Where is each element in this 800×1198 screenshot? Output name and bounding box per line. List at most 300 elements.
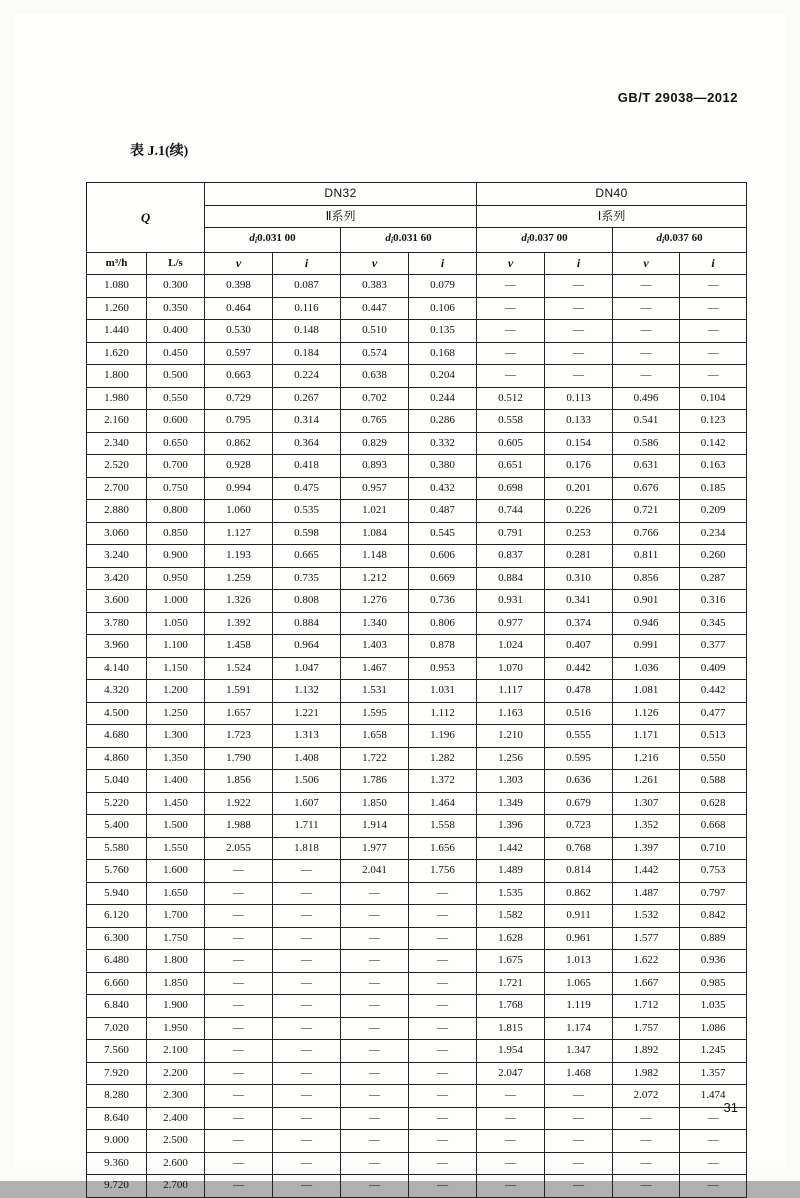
table-row: [87, 680, 747, 703]
table-cell: 1.326: [205, 590, 273, 613]
table-cell: —: [341, 995, 409, 1018]
table-cell: 0.477: [680, 702, 747, 725]
table-cell: 0.516: [545, 702, 613, 725]
table-cell: —: [680, 320, 747, 343]
table-cell: 1.628: [477, 927, 545, 950]
table-cell: 1.667: [613, 972, 680, 995]
table-row: [87, 950, 747, 973]
table-cell: —: [409, 1040, 477, 1063]
table-row: [87, 1107, 747, 1130]
table-cell: 0.341: [545, 590, 613, 613]
table-cell: 0.698: [477, 477, 545, 500]
table-cell: 1.000: [147, 590, 205, 613]
table-cell: —: [273, 1152, 341, 1175]
table-cell: 1.489: [477, 860, 545, 883]
table-cell: 1.035: [680, 995, 747, 1018]
value-header-v-4: v: [613, 252, 680, 275]
table-row: [87, 747, 747, 770]
table-cell: —: [205, 1175, 273, 1198]
table-cell: —: [341, 972, 409, 995]
table-cell: 0.530: [205, 320, 273, 343]
table-cell: 0.931: [477, 590, 545, 613]
table-cell: 0.766: [613, 522, 680, 545]
table-cell: —: [205, 950, 273, 973]
table-cell: —: [273, 995, 341, 1018]
table-cell: 9.360: [87, 1152, 147, 1175]
value-header-i-4: i: [680, 252, 747, 275]
table-row: [87, 905, 747, 928]
table-cell: —: [205, 905, 273, 928]
table-cell: —: [205, 1062, 273, 1085]
table-cell: —: [273, 950, 341, 973]
table-row: [87, 995, 747, 1018]
table-cell: 1.031: [409, 680, 477, 703]
table-cell: —: [477, 1085, 545, 1108]
header-row-units: [87, 252, 747, 275]
table-cell: 1.756: [409, 860, 477, 883]
table-cell: 1.127: [205, 522, 273, 545]
table-cell: 0.314: [273, 410, 341, 433]
table-cell: 0.487: [409, 500, 477, 523]
table-cell: —: [409, 1130, 477, 1153]
table-cell: —: [273, 1017, 341, 1040]
table-cell: 1.450: [147, 792, 205, 815]
table-cell: 0.447: [341, 297, 409, 320]
table-cell: 1.112: [409, 702, 477, 725]
table-cell: 9.000: [87, 1130, 147, 1153]
table-cell: —: [545, 1130, 613, 1153]
table-cell: —: [613, 342, 680, 365]
table-cell: 0.744: [477, 500, 545, 523]
table-cell: 1.212: [341, 567, 409, 590]
table-cell: 1.500: [147, 815, 205, 838]
table-container: [86, 182, 746, 1198]
table-cell: 0.106: [409, 297, 477, 320]
table-cell: 5.940: [87, 882, 147, 905]
table-cell: —: [273, 1040, 341, 1063]
page-number: 31: [723, 1100, 738, 1115]
table-cell: 1.440: [87, 320, 147, 343]
table-cell: —: [341, 1130, 409, 1153]
table-cell: 0.550: [680, 747, 747, 770]
table-cell: 1.458: [205, 635, 273, 658]
table-cell: 0.961: [545, 927, 613, 950]
table-cell: 0.806: [409, 612, 477, 635]
table-cell: —: [273, 927, 341, 950]
table-cell: —: [545, 365, 613, 388]
series-header-dn40: Ⅰ系列: [477, 205, 747, 228]
table-cell: 1.900: [147, 995, 205, 1018]
table-cell: 0.950: [147, 567, 205, 590]
table-cell: 3.600: [87, 590, 147, 613]
table-cell: —: [545, 1085, 613, 1108]
table-cell: 0.287: [680, 567, 747, 590]
flow-rate-table: [86, 182, 747, 1198]
table-cell: 1.657: [205, 702, 273, 725]
table-cell: 5.400: [87, 815, 147, 838]
table-cell: 0.702: [341, 387, 409, 410]
table-row: [87, 275, 747, 298]
group-header-dn32: DN32: [205, 183, 477, 206]
table-cell: 2.300: [147, 1085, 205, 1108]
table-cell: 1.024: [477, 635, 545, 658]
table-cell: 1.723: [205, 725, 273, 748]
table-row: [87, 725, 747, 748]
table-cell: —: [477, 1175, 545, 1198]
table-cell: —: [409, 1017, 477, 1040]
table-cell: 0.550: [147, 387, 205, 410]
table-cell: 6.840: [87, 995, 147, 1018]
table-cell: 0.723: [545, 815, 613, 838]
table-cell: 3.420: [87, 567, 147, 590]
table-cell: 0.113: [545, 387, 613, 410]
table-cell: 1.080: [87, 275, 147, 298]
table-cell: 1.722: [341, 747, 409, 770]
table-cell: —: [273, 1130, 341, 1153]
table-cell: 1.148: [341, 545, 409, 568]
table-cell: —: [341, 927, 409, 950]
table-cell: —: [680, 1130, 747, 1153]
table-cell: 3.060: [87, 522, 147, 545]
table-cell: 0.244: [409, 387, 477, 410]
table-cell: 1.174: [545, 1017, 613, 1040]
table-cell: —: [205, 1130, 273, 1153]
table-cell: 0.676: [613, 477, 680, 500]
table-cell: 0.753: [680, 860, 747, 883]
table-cell: —: [273, 1062, 341, 1085]
table-cell: 1.060: [205, 500, 273, 523]
table-cell: —: [341, 1175, 409, 1198]
unit-header-m3h: m³/h: [87, 252, 147, 275]
table-cell: 1.607: [273, 792, 341, 815]
table-cell: 1.757: [613, 1017, 680, 1040]
table-cell: 1.350: [147, 747, 205, 770]
table-cell: 1.119: [545, 995, 613, 1018]
unit-header-ls: L/s: [147, 252, 205, 275]
table-cell: 0.201: [545, 477, 613, 500]
table-cell: 5.040: [87, 770, 147, 793]
table-cell: 0.300: [147, 275, 205, 298]
table-row: [87, 1175, 747, 1198]
table-cell: 0.957: [341, 477, 409, 500]
table-cell: —: [545, 275, 613, 298]
table-cell: 0.977: [477, 612, 545, 635]
table-cell: 0.545: [409, 522, 477, 545]
table-cell: 1.982: [613, 1062, 680, 1085]
table-cell: 0.316: [680, 590, 747, 613]
value-header-i-3: i: [545, 252, 613, 275]
q-header: Q: [87, 183, 205, 253]
table-cell: 0.837: [477, 545, 545, 568]
table-cell: 0.842: [680, 905, 747, 928]
table-cell: —: [545, 1107, 613, 1130]
table-row: [87, 860, 747, 883]
table-cell: 3.960: [87, 635, 147, 658]
table-cell: 1.922: [205, 792, 273, 815]
table-cell: 1.221: [273, 702, 341, 725]
table-cell: 0.400: [147, 320, 205, 343]
table-cell: 0.893: [341, 455, 409, 478]
table-caption: 表 J.1(续): [130, 144, 189, 159]
table-cell: 1.256: [477, 747, 545, 770]
table-cell: 0.985: [680, 972, 747, 995]
table-row: [87, 410, 747, 433]
table-cell: 0.184: [273, 342, 341, 365]
table-cell: 0.936: [680, 950, 747, 973]
table-cell: 0.253: [545, 522, 613, 545]
table-cell: 1.988: [205, 815, 273, 838]
table-cell: —: [477, 320, 545, 343]
table-cell: —: [680, 1152, 747, 1175]
table-cell: 0.736: [409, 590, 477, 613]
standard-code-header: GB/T 29038—2012: [617, 90, 738, 105]
table-cell: —: [409, 995, 477, 1018]
table-cell: —: [409, 1175, 477, 1198]
table-row: [87, 342, 747, 365]
table-cell: 1.070: [477, 657, 545, 680]
table-cell: —: [205, 1107, 273, 1130]
table-cell: 0.765: [341, 410, 409, 433]
table-cell: 1.357: [680, 1062, 747, 1085]
table-cell: 1.193: [205, 545, 273, 568]
table-cell: 1.282: [409, 747, 477, 770]
table-cell: 1.081: [613, 680, 680, 703]
table-cell: —: [409, 905, 477, 928]
table-cell: 0.768: [545, 837, 613, 860]
table-cell: 0.168: [409, 342, 477, 365]
table-cell: 0.555: [545, 725, 613, 748]
table-cell: —: [545, 1175, 613, 1198]
table-cell: 1.786: [341, 770, 409, 793]
table-cell: —: [613, 297, 680, 320]
table-cell: —: [273, 882, 341, 905]
table-cell: 1.084: [341, 522, 409, 545]
table-cell: 1.392: [205, 612, 273, 635]
table-cell: 1.468: [545, 1062, 613, 1085]
table-cell: —: [205, 1152, 273, 1175]
table-cell: 1.117: [477, 680, 545, 703]
table-cell: 2.340: [87, 432, 147, 455]
table-cell: 0.364: [273, 432, 341, 455]
table-row: [87, 972, 747, 995]
page-content-area: [14, 14, 786, 1191]
table-cell: 1.216: [613, 747, 680, 770]
table-cell: 2.160: [87, 410, 147, 433]
table-cell: 1.768: [477, 995, 545, 1018]
table-row: [87, 702, 747, 725]
table-cell: 5.760: [87, 860, 147, 883]
table-cell: 0.884: [273, 612, 341, 635]
table-body: [87, 275, 747, 1198]
table-cell: 0.267: [273, 387, 341, 410]
table-row: [87, 792, 747, 815]
table-row: [87, 455, 747, 478]
table-cell: 2.600: [147, 1152, 205, 1175]
table-row: [87, 365, 747, 388]
table-cell: 1.036: [613, 657, 680, 680]
table-cell: 1.126: [613, 702, 680, 725]
table-row: [87, 320, 747, 343]
table-cell: 0.710: [680, 837, 747, 860]
table-cell: 5.580: [87, 837, 147, 860]
table-cell: —: [273, 1085, 341, 1108]
table-cell: 1.711: [273, 815, 341, 838]
table-cell: 0.409: [680, 657, 747, 680]
table-cell: —: [205, 1017, 273, 1040]
table-cell: 0.209: [680, 500, 747, 523]
table-cell: 1.047: [273, 657, 341, 680]
table-cell: 4.860: [87, 747, 147, 770]
table-cell: 1.313: [273, 725, 341, 748]
table-cell: —: [205, 882, 273, 905]
table-cell: 0.638: [341, 365, 409, 388]
table-row: [87, 837, 747, 860]
table-cell: 1.300: [147, 725, 205, 748]
table-cell: 1.524: [205, 657, 273, 680]
table-cell: 0.795: [205, 410, 273, 433]
table-cell: 0.811: [613, 545, 680, 568]
table-cell: —: [341, 1017, 409, 1040]
table-cell: 1.163: [477, 702, 545, 725]
table-cell: 0.432: [409, 477, 477, 500]
table-cell: —: [205, 1085, 273, 1108]
value-header-v-3: v: [477, 252, 545, 275]
table-row: [87, 477, 747, 500]
table-cell: 0.628: [680, 792, 747, 815]
table-cell: 1.675: [477, 950, 545, 973]
table-cell: 1.260: [87, 297, 147, 320]
table-cell: 0.994: [205, 477, 273, 500]
table-cell: 1.954: [477, 1040, 545, 1063]
table-cell: —: [545, 1152, 613, 1175]
table-cell: 6.300: [87, 927, 147, 950]
table-cell: 0.260: [680, 545, 747, 568]
table-cell: 0.700: [147, 455, 205, 478]
di-header-dn40-b: $d_i0.037$ 60: [613, 228, 747, 253]
table-cell: 0.631: [613, 455, 680, 478]
table-cell: 1.892: [613, 1040, 680, 1063]
table-cell: 0.862: [205, 432, 273, 455]
table-row: [87, 770, 747, 793]
table-cell: —: [205, 927, 273, 950]
table-cell: 0.884: [477, 567, 545, 590]
table-cell: 0.669: [409, 567, 477, 590]
table-cell: 0.946: [613, 612, 680, 635]
table-cell: 8.280: [87, 1085, 147, 1108]
table-cell: 0.478: [545, 680, 613, 703]
table-cell: —: [409, 972, 477, 995]
table-row: [87, 635, 747, 658]
table-cell: 0.510: [341, 320, 409, 343]
table-cell: 0.383: [341, 275, 409, 298]
table-cell: 0.541: [613, 410, 680, 433]
table-cell: 0.600: [147, 410, 205, 433]
table-cell: 1.050: [147, 612, 205, 635]
table-cell: —: [680, 1107, 747, 1130]
table-cell: 0.332: [409, 432, 477, 455]
table-cell: 0.889: [680, 927, 747, 950]
table-cell: 1.250: [147, 702, 205, 725]
table-cell: 2.520: [87, 455, 147, 478]
table-cell: 1.950: [147, 1017, 205, 1040]
table-row: [87, 522, 747, 545]
table-cell: —: [409, 950, 477, 973]
table-cell: 0.500: [147, 365, 205, 388]
table-cell: —: [545, 297, 613, 320]
table-cell: 1.850: [341, 792, 409, 815]
table-row: [87, 815, 747, 838]
table-cell: 0.450: [147, 342, 205, 365]
table-cell: —: [613, 275, 680, 298]
table-cell: 1.307: [613, 792, 680, 815]
table-row: [87, 1152, 747, 1175]
table-cell: —: [680, 275, 747, 298]
table-cell: 1.487: [613, 882, 680, 905]
table-cell: 1.408: [273, 747, 341, 770]
table-cell: 0.475: [273, 477, 341, 500]
table-cell: 1.650: [147, 882, 205, 905]
table-cell: 2.100: [147, 1040, 205, 1063]
table-cell: 2.055: [205, 837, 273, 860]
table-cell: 1.132: [273, 680, 341, 703]
table-cell: —: [477, 1152, 545, 1175]
table-cell: 5.220: [87, 792, 147, 815]
table-cell: —: [205, 1040, 273, 1063]
table-cell: 1.261: [613, 770, 680, 793]
table-cell: —: [341, 1152, 409, 1175]
table-cell: 0.668: [680, 815, 747, 838]
table-cell: 2.072: [613, 1085, 680, 1108]
table-cell: 0.797: [680, 882, 747, 905]
table-cell: 0.878: [409, 635, 477, 658]
table-cell: 0.163: [680, 455, 747, 478]
table-cell: 0.597: [205, 342, 273, 365]
table-cell: 1.712: [613, 995, 680, 1018]
table-cell: 0.791: [477, 522, 545, 545]
table-cell: 1.550: [147, 837, 205, 860]
table-cell: 1.620: [87, 342, 147, 365]
table-cell: 0.829: [341, 432, 409, 455]
table-row: [87, 927, 747, 950]
table-cell: 1.276: [341, 590, 409, 613]
table-cell: 1.259: [205, 567, 273, 590]
table-cell: 1.200: [147, 680, 205, 703]
table-row: [87, 1040, 747, 1063]
table-cell: 1.442: [613, 860, 680, 883]
table-cell: 0.991: [613, 635, 680, 658]
table-row: [87, 567, 747, 590]
table-cell: 1.658: [341, 725, 409, 748]
table-cell: 0.345: [680, 612, 747, 635]
table-cell: 0.281: [545, 545, 613, 568]
table-row: [87, 297, 747, 320]
table-cell: 0.964: [273, 635, 341, 658]
table-cell: 1.171: [613, 725, 680, 748]
table-cell: 1.595: [341, 702, 409, 725]
table-cell: 7.560: [87, 1040, 147, 1063]
table-cell: —: [205, 860, 273, 883]
table-row: [87, 432, 747, 455]
table-cell: 0.850: [147, 522, 205, 545]
table-cell: 0.679: [545, 792, 613, 815]
table-cell: —: [545, 320, 613, 343]
table-cell: —: [613, 365, 680, 388]
table-cell: 2.880: [87, 500, 147, 523]
table-cell: 1.914: [341, 815, 409, 838]
table-cell: —: [680, 1175, 747, 1198]
table-cell: 1.800: [147, 950, 205, 973]
table-cell: 1.467: [341, 657, 409, 680]
